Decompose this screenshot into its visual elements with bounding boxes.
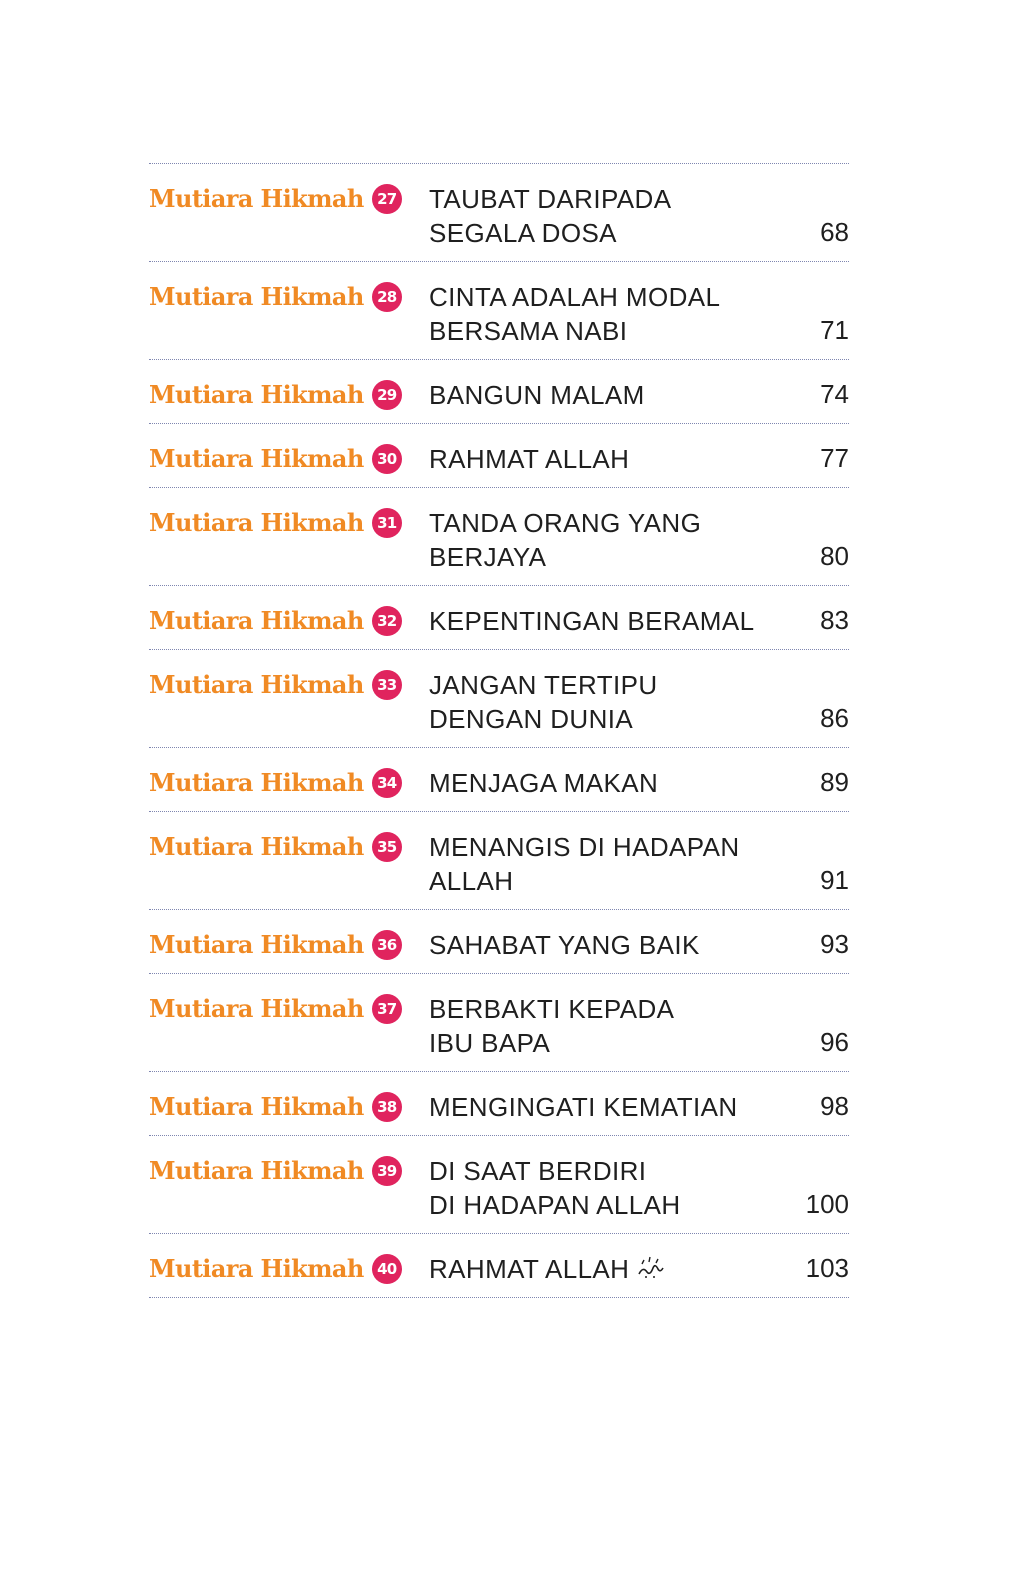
- page-number: 96: [820, 1027, 849, 1057]
- page-number: 68: [820, 217, 849, 247]
- toc-entry[interactable]: [149, 748, 849, 812]
- toc-entry[interactable]: [149, 812, 849, 910]
- entry-title-line: SAHABAT YANG BAIK: [429, 930, 700, 960]
- entry-title-line: MENJAGA MAKAN: [429, 768, 659, 798]
- entry-title: [429, 280, 769, 348]
- entry-label-group: [149, 506, 429, 540]
- entry-title-line: BANGUN MALAM: [429, 380, 645, 410]
- page-number: 80: [820, 541, 849, 571]
- entry-label-group: [149, 182, 429, 216]
- toc-entry[interactable]: [149, 262, 849, 360]
- entry-title: [429, 668, 769, 736]
- entry-title-line: SEGALA DOSA: [429, 218, 617, 248]
- entry-title-line: ALLAH: [429, 866, 514, 896]
- entry-title-line: TANDA ORANG YANG: [429, 508, 702, 538]
- entry-title-line: CINTA ADALAH MODAL: [429, 282, 721, 312]
- page-number: 74: [820, 379, 849, 409]
- entry-title: [429, 1252, 769, 1288]
- toc-entry[interactable]: [149, 910, 849, 974]
- entry-label-group: [149, 766, 429, 800]
- entry-title-line: RAHMAT ALLAH: [429, 444, 630, 474]
- toc-entry[interactable]: [149, 488, 849, 586]
- entry-title: [429, 830, 769, 898]
- page-number: 103: [805, 1253, 849, 1283]
- page-number: 77: [820, 443, 849, 473]
- toc-entry[interactable]: [149, 360, 849, 424]
- chapter-number-badge: 29: [372, 380, 402, 410]
- page-number: 89: [820, 767, 849, 797]
- page-number: 91: [820, 865, 849, 895]
- series-label: Mutiara Hikmah: [149, 832, 364, 861]
- chapter-number-badge: 36: [372, 930, 402, 960]
- entry-title: [429, 766, 769, 800]
- entry-label-group: [149, 280, 429, 314]
- toc-entry[interactable]: [149, 1136, 849, 1234]
- entry-title-line: BERJAYA: [429, 542, 547, 572]
- subhanahu-wa-taala-calligraphy-icon: [637, 1254, 665, 1288]
- entry-label-group: [149, 928, 429, 962]
- series-label: Mutiara Hikmah: [149, 184, 364, 213]
- entry-title: [429, 442, 769, 476]
- toc-entry[interactable]: [149, 1072, 849, 1136]
- page-number: 83: [820, 605, 849, 635]
- entry-label-group: [149, 1252, 429, 1286]
- entry-title: [429, 1154, 769, 1222]
- page-number: 86: [820, 703, 849, 733]
- page-number: 71: [820, 315, 849, 345]
- page-number: 100: [805, 1189, 849, 1219]
- entry-title-line: IBU BAPA: [429, 1028, 551, 1058]
- entry-title: [429, 604, 769, 638]
- toc-entry[interactable]: [149, 974, 849, 1072]
- series-label: Mutiara Hikmah: [149, 1156, 364, 1185]
- chapter-number-badge: 30: [372, 444, 402, 474]
- chapter-number-badge: 31: [372, 508, 402, 538]
- chapter-number-badge: 39: [372, 1156, 402, 1186]
- series-label: Mutiara Hikmah: [149, 1254, 364, 1283]
- entry-title-line: DI HADAPAN ALLAH: [429, 1190, 681, 1220]
- toc-entry[interactable]: [149, 164, 849, 262]
- toc-entry[interactable]: [149, 1234, 849, 1298]
- entry-label-group: [149, 830, 429, 864]
- entry-title-line: TAUBAT DARIPADA: [429, 184, 672, 214]
- entry-title-line: DI SAAT BERDIRI: [429, 1156, 647, 1186]
- entry-title: [429, 928, 769, 962]
- entry-label-group: [149, 992, 429, 1026]
- series-label: Mutiara Hikmah: [149, 768, 364, 797]
- entry-title-line: BERBAKTI KEPADA: [429, 994, 675, 1024]
- series-label: Mutiara Hikmah: [149, 380, 364, 409]
- entry-label-group: [149, 378, 429, 412]
- series-label: Mutiara Hikmah: [149, 670, 364, 699]
- entry-title: [429, 378, 769, 412]
- page-number: 93: [820, 929, 849, 959]
- chapter-number-badge: 37: [372, 994, 402, 1024]
- series-label: Mutiara Hikmah: [149, 508, 364, 537]
- toc-entry[interactable]: [149, 424, 849, 488]
- entry-label-group: [149, 442, 429, 476]
- chapter-number-badge: 35: [372, 832, 402, 862]
- entry-title-line: KEPENTINGAN BERAMAL: [429, 606, 755, 636]
- toc-entry[interactable]: [149, 650, 849, 748]
- entry-title-line: BERSAMA NABI: [429, 316, 628, 346]
- table-of-contents: [149, 163, 849, 1298]
- entry-label-group: [149, 1154, 429, 1188]
- entry-title: [429, 1090, 769, 1124]
- series-label: Mutiara Hikmah: [149, 930, 364, 959]
- entry-title: [429, 182, 769, 250]
- series-label: Mutiara Hikmah: [149, 444, 364, 473]
- entry-label-group: [149, 668, 429, 702]
- chapter-number-badge: 33: [372, 670, 402, 700]
- page-number: 98: [820, 1091, 849, 1121]
- toc-entry[interactable]: [149, 586, 849, 650]
- chapter-number-badge: 27: [372, 184, 402, 214]
- series-label: Mutiara Hikmah: [149, 282, 364, 311]
- entry-title-line: DENGAN DUNIA: [429, 704, 634, 734]
- entry-label-group: [149, 1090, 429, 1124]
- entry-title-line: MENANGIS DI HADAPAN: [429, 832, 740, 862]
- chapter-number-badge: 28: [372, 282, 402, 312]
- chapter-number-badge: 40: [372, 1254, 402, 1284]
- entry-title-line: JANGAN TERTIPU: [429, 670, 658, 700]
- entry-title-line: MENGINGATI KEMATIAN: [429, 1092, 738, 1122]
- chapter-number-badge: 38: [372, 1092, 402, 1122]
- entry-label-group: [149, 604, 429, 638]
- entry-title: [429, 506, 769, 574]
- entry-title-line: RAHMAT ALLAH: [429, 1252, 769, 1288]
- series-label: Mutiara Hikmah: [149, 994, 364, 1023]
- series-label: Mutiara Hikmah: [149, 606, 364, 635]
- series-label: Mutiara Hikmah: [149, 1092, 364, 1121]
- chapter-number-badge: 32: [372, 606, 402, 636]
- entry-title: [429, 992, 769, 1060]
- chapter-number-badge: 34: [372, 768, 402, 798]
